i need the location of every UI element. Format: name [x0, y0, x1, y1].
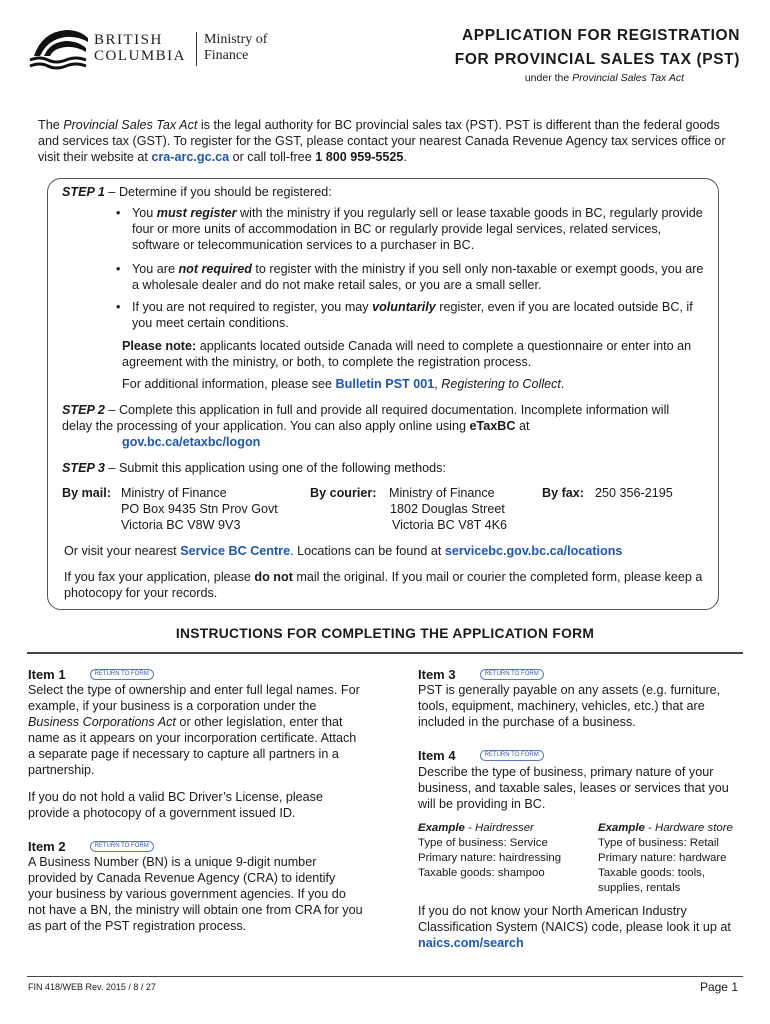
step1-info: For additional information, please see Bulletin PST 001, Registering to Collect.	[122, 377, 565, 391]
bc-logo	[28, 26, 278, 72]
page-number: Page 1	[699, 980, 738, 994]
item1-id-note: If you do not hold a valid BC Driver’s License, please provide a photocopy of a government issued ID.	[28, 790, 323, 820]
mail-label: By mail:	[62, 486, 111, 500]
fax-note: If you fax your application, please do not mail the original. If you mail or courier the completed form, please keep a photocopy for your records.	[64, 570, 703, 600]
logo-line-1: BRITISH	[94, 32, 163, 48]
step1-note: Please note: applicants located outside Canada will need to complete a questionnaire or enter into an agreement with the ministry, or both, to complete the registration process.	[122, 339, 692, 369]
item2-heading: Item 2 RETURN TO FORM	[28, 838, 154, 856]
naics-note: If you do not know your North American Industry Classification System (NAICS) code, please look it up at naics.com/search	[418, 904, 731, 950]
page-subtitle: under the Provincial Sales Tax Act	[524, 72, 684, 84]
item4-return-to-form-button[interactable]: RETURN TO FORM	[480, 750, 544, 761]
item4-text: Describe the type of business, primary nature of your business, and taxable sales, leases or services that you will be providing in BC.	[418, 765, 729, 811]
form-id: FIN 418/WEB Rev. 2015 / 8 / 27	[28, 982, 156, 992]
step1-bullet-not-required: • You are not required to register with the ministry if you sell only non-taxable or exempt goods, you are a wholesale dealer and do not make retail sales, or you are a small seller.	[116, 262, 704, 292]
section-divider	[27, 652, 743, 654]
fax-number: 250 356-2195	[595, 486, 673, 500]
item3-heading: Item 3 RETURN TO FORM	[418, 666, 544, 684]
item1-text: Select the type of ownership and enter full legal names. For example, if your business is a corporation under the Business Corporations Act or other legislation, enter that name as it appears on your incorporation certificate. Attach a separate page if necessary to capture all partners in a partnership.	[28, 683, 360, 777]
servicebc-locations-link[interactable]: servicebc.gov.bc.ca/locations	[444, 544, 623, 558]
visit-service-bc: Or visit your nearest Service BC Centre. Locations can be found at servicebc.gov.bc.ca/locations	[64, 544, 623, 558]
step1-bullet-must: • You must register with the ministry if you regularly sell or lease taxable goods in BC, regularly provide four or more units of accommodation in BC or regularly provide legal services, related services, software or telecommunication services to a purchaser in BC.	[116, 206, 703, 252]
courier-address: Ministry of Finance 1802 Douglas Street Victoria BC V8T 4K6	[389, 486, 508, 532]
item3-return-to-form-button[interactable]: RETURN TO FORM	[480, 669, 544, 680]
courier-label: By courier:	[310, 486, 377, 500]
page-title: APPLICATION FOR REGISTRATION FOR PROVINCIAL SALES TAX (PST)	[454, 27, 740, 68]
item4-heading: Item 4 RETURN TO FORM	[418, 747, 544, 765]
ministry-line-2: Finance	[204, 48, 249, 63]
bc-sun-waves-icon	[28, 26, 90, 70]
etaxbc-link[interactable]: gov.bc.ca/etaxbc/logon	[122, 435, 261, 449]
item3-text: PST is generally payable on any assets (e.g. furniture, tools, equipment, machinery, vehicles, etc.) that are included in the purchase of a business.	[418, 683, 721, 729]
bulletin-link[interactable]: Bulletin PST 001	[335, 377, 435, 391]
cra-phone: 1 800 959-5525	[315, 150, 404, 164]
cra-link[interactable]: cra-arc.gc.ca	[151, 150, 230, 164]
ministry-line-1: Ministry of	[204, 32, 268, 47]
service-bc-link[interactable]: Service BC Centre	[180, 544, 291, 558]
item1-return-to-form-button[interactable]: RETURN TO FORM	[90, 669, 154, 680]
fax-label: By fax:	[542, 486, 584, 500]
example-hardware-store: Example - Hardware store Type of business: Retail Primary nature: hardware Taxable goods: tools, supplies, rentals	[598, 822, 733, 894]
footer-divider	[27, 976, 743, 977]
example-hairdresser: Example - Hairdresser Type of business: Service Primary nature: hairdressing Taxable goods: shampoo	[418, 822, 562, 879]
instructions-title: INSTRUCTIONS FOR COMPLETING THE APPLICATION FORM	[175, 626, 595, 641]
step1-bullet-voluntary: • If you are not required to register, you may voluntarily register, even if you are located outside BC, if you meet certain conditions.	[116, 300, 693, 330]
naics-link[interactable]: naics.com/search	[418, 936, 524, 950]
item2-text: A Business Number (BN) is a unique 9-digit number provided by Canada Revenue Agency (CRA) to identify your business by various government agencies. If you do not have a BN, the ministry will obtain one from CRA for you as part of the PST registration process.	[28, 855, 363, 933]
step2-paragraph: STEP 2 – Complete this application in full and provide all required documentation. Incomplete information will delay the processing of your application. You can also apply online using eTaxBC at	[62, 403, 670, 433]
item1-heading: Item 1 RETURN TO FORM	[28, 666, 154, 684]
mail-address: Ministry of Finance PO Box 9435 Stn Prov Govt Victoria BC V8W 9V3	[121, 486, 278, 532]
item2-return-to-form-button[interactable]: RETURN TO FORM	[90, 841, 154, 852]
step1-heading: STEP 1 – Determine if you should be registered:	[62, 185, 332, 199]
step3-heading: STEP 3 – Submit this application using one of the following methods:	[62, 461, 446, 475]
logo-line-2: COLUMBIA	[94, 48, 187, 64]
intro-paragraph: The Provincial Sales Tax Act is the legal authority for BC provincial sales tax (PST). PST is different than the federal goods and services tax (GST). To register for the GST, please contact your nearest Canada Revenue Agency tax services office or visit their website at cra-arc.gc.ca or call toll-free 1 800 959-5525.	[38, 118, 726, 164]
